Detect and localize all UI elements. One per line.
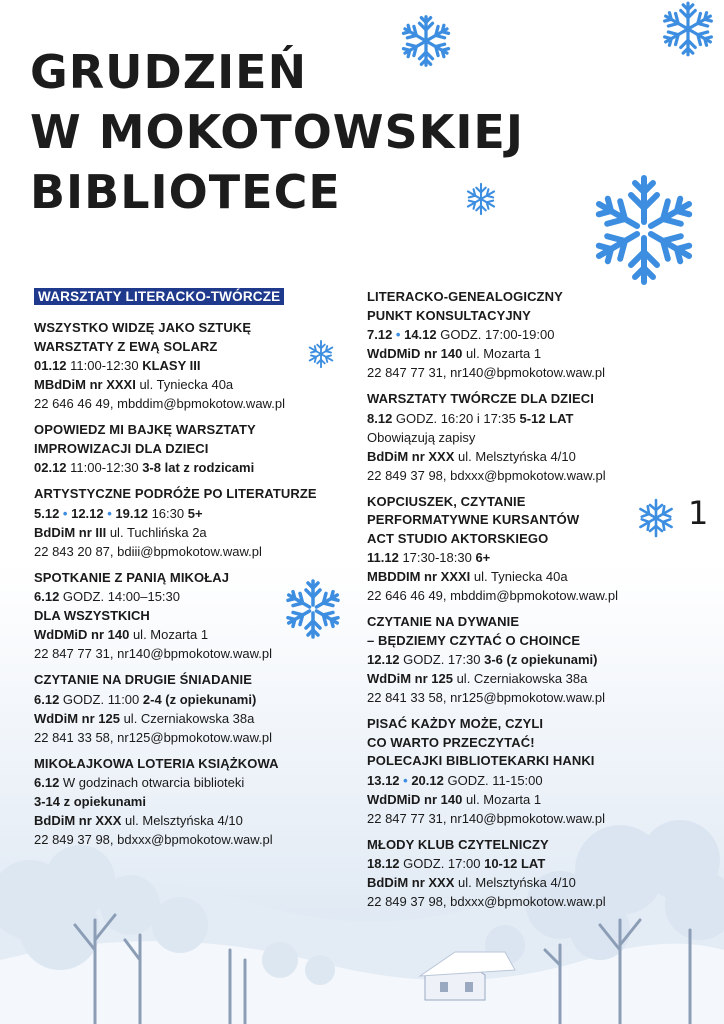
event-venue: WdDiM nr 125 ul. Czerniakowska 38a	[34, 710, 255, 726]
event-venue: BdDiM nr XXX ul. Melsztyńska 4/10	[367, 448, 576, 464]
event-venue: BdDiM nr XXX ul. Melsztyńska 4/10	[367, 875, 576, 890]
event-item	[367, 613, 687, 707]
title-line-2: W MOKOTOWSKIEJ	[30, 105, 524, 159]
event-item	[34, 755, 354, 850]
event-audience: 3-14 z opiekunami	[34, 794, 146, 809]
event-contact: 22 849 37 98, bdxxx@bpmokotow.waw.pl	[367, 467, 606, 483]
left-column	[34, 288, 354, 857]
event-venue: BdDiM nr III ul. Tuchlińska 2a	[34, 524, 207, 540]
event-title: SPOTKANIE Z PANIĄ MIKOŁAJ	[34, 569, 230, 585]
event-datetime: 5.12 • 12.12 • 19.12 16:30 5+	[34, 505, 203, 521]
event-datetime: 18.12 GODZ. 17:00 10-12 LAT	[367, 856, 546, 871]
event-venue: MBDDIM nr XXXI ul. Tyniecka 40a	[367, 569, 568, 584]
event-venue: WdDMiD nr 140 ul. Mozarta 1	[367, 791, 542, 807]
snowflake-icon	[652, 0, 724, 58]
page-number: 1	[688, 494, 709, 532]
event-venue: WdDiM nr 125 ul. Czerniakowska 38a	[367, 671, 588, 686]
event-note: Obowiązują zapisy	[367, 429, 476, 445]
event-title: WARSZTATY TWÓRCZE DLA DZIECI	[367, 391, 594, 406]
event-contact: 22 849 37 98, bdxxx@bpmokotow.waw.pl	[367, 894, 606, 909]
event-datetime: 7.12 • 14.12 GODZ. 17:00-19:00	[367, 327, 555, 342]
event-contact: 22 646 46 49, mbddim@bpmokotow.waw.pl	[367, 588, 618, 603]
event-datetime: 11.12 17:30-18:30 6+	[367, 550, 491, 565]
event-item	[367, 715, 687, 828]
event-datetime: 8.12 GODZ. 16:20 i 17:35 5-12 LAT	[367, 410, 574, 426]
event-title: CZYTANIE NA DYWANIE – BĘDZIEMY CZYTAĆ O CHOINCE	[367, 614, 581, 648]
page-title	[30, 42, 524, 222]
event-contact: 22 847 77 31, nr140@bpmokotow.waw.pl	[367, 365, 605, 380]
event-title: ARTYSTYCZNE PODRÓŻE PO LITERATURZE	[34, 486, 317, 501]
event-datetime: 6.12 GODZ. 14:00–15:30	[34, 589, 180, 604]
title-line-1: GRUDZIEŃ	[30, 45, 308, 99]
event-contact: 22 849 37 98, bdxxx@bpmokotow.waw.pl	[34, 832, 273, 847]
event-venue: MBdDiM nr XXXI ul. Tyniecka 40a	[34, 377, 234, 392]
event-venue: WdDMiD nr 140 ul. Mozarta 1	[34, 627, 209, 642]
event-title: KOPCIUSZEK, CZYTANIE PERFORMATYWNE KURSANTÓW ACT STUDIO AKTORSKIEGO	[367, 493, 580, 546]
event-title: OPOWIEDZ MI BAJKĘ WARSZTATY IMPROWIZACJI DLA DZIECI	[34, 422, 256, 456]
section-header: WARSZTATY LITERACKO-TWÓRCZE	[34, 288, 284, 305]
event-title: CZYTANIE NA DRUGIE ŚNIADANIE	[34, 672, 253, 687]
event-item	[34, 319, 354, 413]
title-line-3: BIBLIOTECE	[30, 165, 341, 219]
event-item	[34, 485, 354, 561]
event-venue: WdDMiD nr 140 ul. Mozarta 1	[367, 346, 542, 361]
event-datetime: 6.12 W godzinach otwarcia biblioteki	[34, 775, 245, 790]
event-datetime: 02.12 11:00-12:30 3-8 lat z rodzicami	[34, 460, 255, 475]
event-item	[34, 421, 354, 477]
event-datetime: 12.12 GODZ. 17:30 3-6 (z opiekunami)	[367, 652, 598, 667]
event-venue: BdDiM nr XXX ul. Melsztyńska 4/10	[34, 813, 243, 828]
event-contact: 22 841 33 58, nr125@bpmokotow.waw.pl	[34, 729, 272, 745]
event-title: LITERACKO-GENEALOGICZNY PUNKT KONSULTACYJNY	[367, 289, 563, 323]
right-column	[367, 288, 687, 919]
event-item	[367, 390, 687, 485]
event-contact: 22 847 77 31, nr140@bpmokotow.waw.pl	[367, 810, 605, 826]
event-datetime: 13.12 • 20.12 GODZ. 11-15:00	[367, 772, 543, 788]
event-title: MIKOŁAJKOWA LOTERIA KSIĄŻKOWA	[34, 755, 279, 771]
event-title: PISAĆ KAŻDY MOŻE, CZYLI CO WARTO PRZECZYTAĆ! POLECAJKI BIBLIOTEKARKI HANKI	[367, 716, 595, 768]
event-item	[34, 569, 354, 664]
event-item	[367, 836, 687, 912]
event-item	[367, 493, 687, 606]
event-item	[34, 671, 354, 747]
event-audience: DLA WSZYSTKICH	[34, 608, 150, 623]
snowflake-icon	[586, 172, 702, 288]
event-contact: 22 841 33 58, nr125@bpmokotow.waw.pl	[367, 690, 605, 705]
event-item	[367, 288, 687, 382]
event-contact: 22 847 77 31, nr140@bpmokotow.waw.pl	[34, 646, 272, 661]
event-contact: 22 843 20 87, bdiii@bpmokotow.waw.pl	[34, 543, 262, 559]
event-datetime: 6.12 GODZ. 11:00 2-4 (z opiekunami)	[34, 691, 257, 707]
event-title: WSZYSTKO WIDZĘ JAKO SZTUKĘ WARSZTATY Z EWĄ SOLARZ	[34, 320, 252, 354]
event-datetime: 01.12 11:00-12:30 KLASY III	[34, 358, 201, 373]
event-contact: 22 646 46 49, mbddim@bpmokotow.waw.pl	[34, 396, 285, 411]
event-title: MŁODY KLUB CZYTELNICZY	[367, 836, 549, 852]
